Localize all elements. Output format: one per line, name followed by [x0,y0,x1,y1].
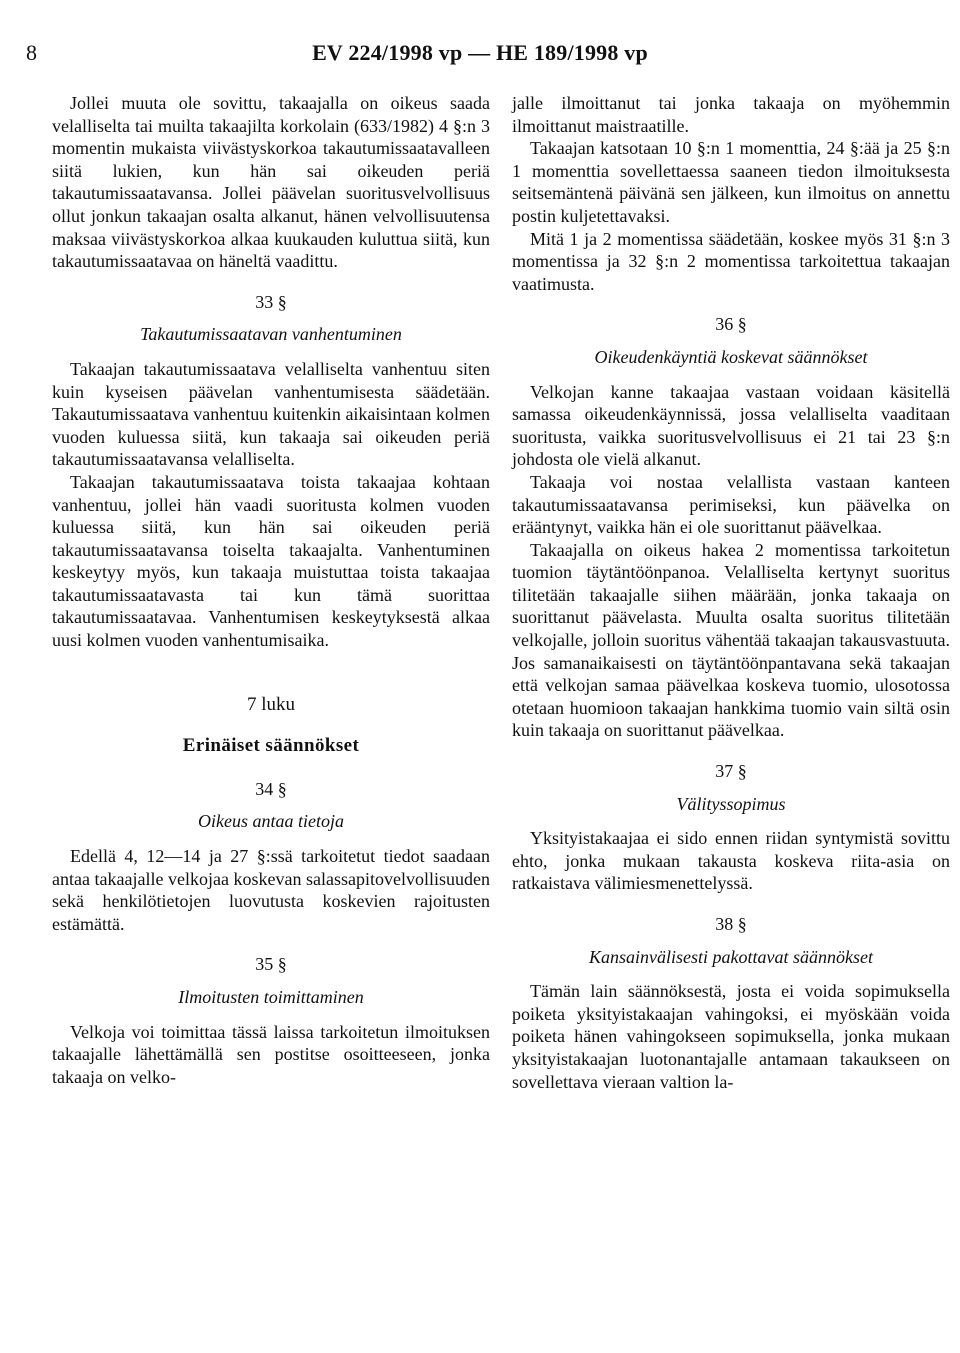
paragraph: Jollei muuta ole sovittu, takaajalla on oikeus saada velalliselta tai muilta takaajilta korkolain (633/1982) 4 §:n 3 momentin mukaista viivästyskorkoa takautumissaatavalleen siitä lukien, kun hän sai oikeuden periä takautumissaatavansa. Jollei päävelan suoritusvelvollisuus ollut jonkun takaajan osalta alkanut, hänen velvollisuutensa maksaa viivästyskorkoa alkaa kuukauden kuluttua siitä, kun takautumissaatavaa on häneltä vaadittu. [52,93,490,272]
chapter-title: Erinäiset säännökset [182,735,360,757]
section-title: Ilmoitusten toimittaminen [178,987,364,1007]
paragraph: Velkoja voi toimittaa tässä laissa tarkoitetun ilmoituksen takaajalle lähettämällä sen postitse osoitteeseen, jonka takaaja on velko- [52,1021,490,1087]
paragraph: Mitä 1 ja 2 momentissa säädetään, koskee myös 31 §:n 3 momentissa ja 32 §:n 2 momentissa tarkoitettua takaajan vaatimusta. [512,228,950,294]
paragraph: Takaajan takautumissaatava velalliselta vanhentuu siten kuin kyseisen päävelan vanhentumisesta säädetään. Takautumissaatava vanhentuu kuitenkin aikaisintaan kolmen vuoden kuluessa siitä, kun takaaja sai oikeuden periä takautumissaatavansa velalliselta. [52,358,490,470]
paragraph: Takaaja voi nostaa velallista vastaan kanteen takautumissaatavansa perimiseksi, kun päävelka on erääntynyt, vaikka hän ei ole suorittanut päävelkaa. [512,471,950,538]
section-title: Oikeudenkäyntiä koskevat säännökset [594,346,868,367]
paragraph: Velkojan kanne takaajaa vastaan voidaan käsitellä samassa oikeudenkäynnissä, jossa velalliselta vaaditaan suoritusta, vaikka suoritusvelvollisuus ei 21 tai 23 §:n johdosta ole vielä alkanut. [512,381,950,470]
section-number: 37 § [715,761,747,782]
section-number: 36 § [715,314,747,335]
paragraph: Yksityistakaajaa ei sido ennen riidan syntymistä sovittu ehto, jonka mukaan takausta koskeva riita-asia on ratkaistava välimiesmenettelyssä. [512,828,950,894]
paragraph: Takaajan katsotaan 10 §:n 1 momenttia, 24 §:ää ja 25 §:n 1 momenttia sovellettaessa saaneen tiedon ilmoituksesta seitsemäntenä päivänä sen jälkeen, kun ilmoitus on annettu postin kuljetettavaksi. [512,138,950,226]
section-number: 33 § [255,291,287,312]
right-column [512,92,950,1093]
section-title: Takautumissaatavan vanhentuminen [140,324,402,345]
section-title: Välityssopimus [676,793,786,814]
section-number: 38 § [715,914,747,934]
running-title: EV 224/1998 vp — HE 189/1998 vp [312,40,648,65]
section-title: Oikeus antaa tietoja [198,811,344,832]
left-column [52,92,490,1088]
paragraph: Takaajalla on oikeus hakea 2 momentissa tarkoitetun tuomion täytäntöönpanoa. Velalliselta kertynyt suoritus tilitetään takaajalle siihen määrään, jonka takaaja on suorittanut päävelasta. Muulta osalta suoritus tilitetään velkojalle, jolloin suoritus vähentää takaajan takausvastuuta. Jos samanaikaisesti on täytäntöönpantavana sekä takaajan että velkojan samaa päävelkaa koskeva tuomio, ulosotossa otetaan huomioon takaajan hankkima tuomio vain siltä osin kuin takaaja on suorittanut päävelkaa. [512,539,950,741]
section-title: Kansainvälisesti pakottavat säännökset [589,946,873,967]
paragraph: Tämän lain säännöksestä, josta ei voida sopimuksella poiketa yksityistakaajan vahingoksi, ei myöskään voida poiketa hänen vahingokseen sopimuksella, jonka mukaan yksityistakaajan luotonantajalle antamaan takaukseen on sovellettava vieraan valtion la- [512,981,950,1092]
section-number: 34 § [255,778,287,799]
page-number: 8 [26,40,37,65]
section-number: 35 § [255,954,287,975]
paragraph: Takaajan takautumissaatava toista takaajaa kohtaan vanhentuu, jollei hän vaadi suoritusta kolmen vuoden kuluessa siitä, kun hän sai oikeuden periä takautumissaatavansa toiselta takaajalta. Vanhentuminen keskeytyy myös, kun takaaja muistuttaa toista takaajaa takautumissaatavasta tai kun tämä suorittaa takautumissaatavaa. Vanhentumisen keskeytyksestä alkaa uusi kolmen vuoden vanhentumisaika. [52,471,490,651]
chapter-number: 7 luku [246,693,296,715]
paragraph: jalle ilmoittanut tai jonka takaaja on myöhemmin ilmoittanut maistraatille. [512,93,950,136]
page-header [0,40,960,74]
paragraph: Edellä 4, 12—14 ja 27 §:ssä tarkoitetut tiedot saadaan antaa takaajalle velkojaa koskevan salassapitovelvollisuuden sekä henkilötietojen luovutusta koskevien rajoitusten estämättä. [52,846,490,934]
